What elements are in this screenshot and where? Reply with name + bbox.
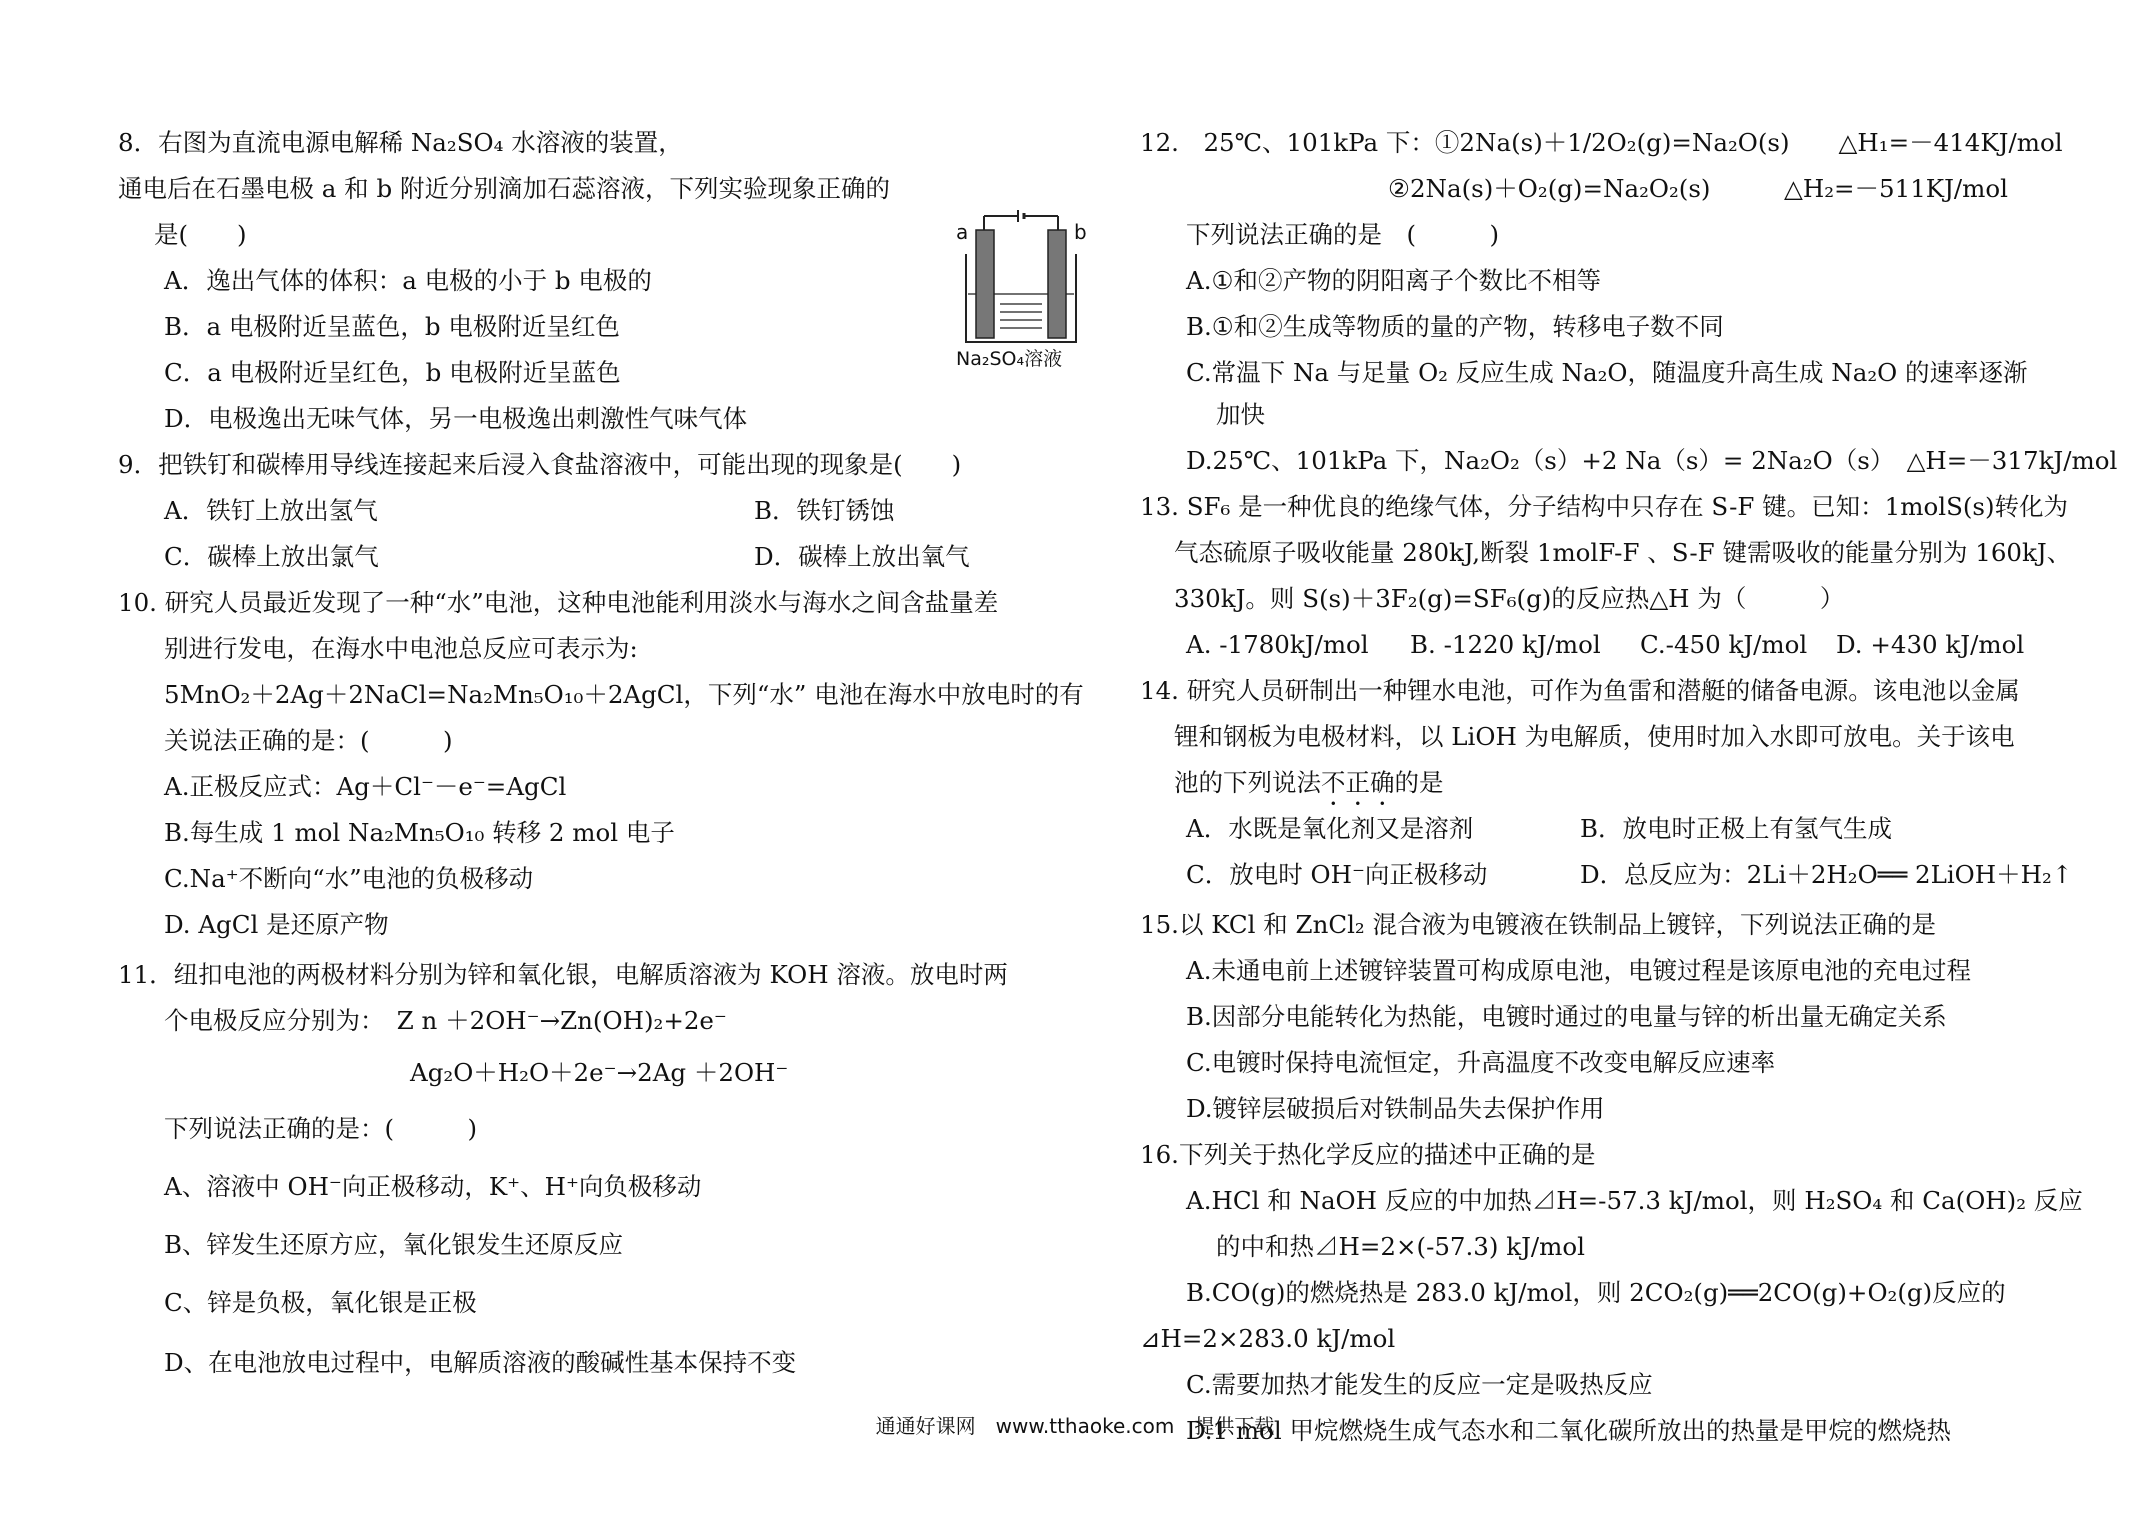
q8-option-c: C．a 电极附近呈红色，b 电极附近呈蓝色: [164, 358, 621, 387]
q14-option-a: A．水既是氧化剂又是溶剂: [1186, 814, 1474, 843]
solution-label: Na₂SO₄溶液: [956, 348, 1063, 370]
q8-stem-line3: 是( ): [154, 220, 247, 249]
q13-option-d: D. +430 kJ/mol: [1836, 630, 2025, 659]
q16-option-d: D.1 mol 甲烷燃烧生成气态水和二氧化碳所放出的热量是甲烷的燃烧热: [1186, 1416, 1952, 1445]
q16-stem: 16.下列关于热化学反应的描述中正确的是: [1140, 1140, 1596, 1169]
q16-option-b-line1: B.CO(g)的燃烧热是 283.0 kJ/mol，则 2CO₂(g)══2CO(g)+O₂(g)反应的: [1186, 1278, 2006, 1307]
q8-option-a: A．逸出气体的体积：a 电极的小于 b 电极的: [164, 266, 652, 295]
q12-option-d: D.25℃、101kPa 下，Na₂O₂（s）+2 Na（s）= 2Na₂O（s） △H=－317kJ/mol: [1186, 446, 2118, 475]
q11-option-a: A、溶液中 OH⁻向正极移动，K⁺、H⁺向负极移动: [164, 1172, 702, 1201]
q12-stem-line1: 12. 25℃、101kPa 下：①2Na(s)＋1/2O₂(g)=Na₂O(s) △H₁=－414KJ/mol: [1140, 128, 2063, 157]
q14-stem-line1: 14. 研究人员研制出一种锂水电池，可作为鱼雷和潜艇的储备电源。该电池以金属: [1140, 676, 2020, 705]
q15-option-b: B.因部分电能转化为热能，电镀时通过的电量与锌的析出量无确定关系: [1186, 1002, 1947, 1031]
q16-option-a-line1: A.HCl 和 NaOH 反应的中加热⊿H=-57.3 kJ/mol，则 H₂SO₄ 和 Ca(OH)₂ 反应: [1186, 1186, 2083, 1215]
q14-option-d: D．总反应为：2Li＋2H₂O══ 2LiOH＋H₂↑: [1580, 860, 2073, 889]
q12-option-a: A.①和②产物的阴阳离子个数比不相等: [1186, 266, 1601, 295]
q8-option-b: B．a 电极附近呈蓝色，b 电极附近呈红色: [164, 312, 620, 341]
q15-option-c: C.电镀时保持电流恒定，升高温度不改变电解反应速率: [1186, 1048, 1776, 1077]
q16-option-a-line2: 的中和热⊿H=2×(-57.3) kJ/mol: [1216, 1232, 1585, 1261]
q8-stem-line1: 8．右图为直流电源电解稀 Na₂SO₄ 水溶液的装置，: [118, 128, 683, 157]
q13-option-c: C.-450 kJ/mol: [1640, 630, 1808, 659]
q13-stem-line1: 13. SF₆ 是一种优良的绝缘气体，分子结构中只存在 S-F 键。已知：1molS(s)转化为: [1140, 492, 2069, 521]
q8-option-d: D．电极逸出无味气体，另一电极逸出刺激性气味气体: [164, 404, 748, 433]
electrode-label-a: a: [956, 220, 969, 244]
q9-option-b: B．铁钉锈蚀: [754, 496, 895, 525]
q12-stem-line3: 下列说法正确的是 ( ): [1186, 220, 1500, 249]
q11-equation: Ag₂O＋H₂O＋2e⁻→2Ag ＋2OH⁻: [410, 1058, 789, 1087]
page-footer: 通通好课网 www.tthaoke.com 提供下载: [875, 1414, 1275, 1438]
q14-stem-line3-pre: 池的下列说法: [1174, 768, 1321, 797]
q16-option-c: C.需要加热才能发生的反应一定是吸热反应: [1186, 1370, 1653, 1399]
q16-option-b-line2: ⊿H=2×283.0 kJ/mol: [1140, 1324, 1396, 1353]
q11-stem-line1: 11．纽扣电池的两极材料分别为锌和氧化银，电解质溶液为 KOH 溶液。放电时两: [118, 960, 1008, 989]
q15-stem: 15.以 KCl 和 ZnCl₂ 混合液为电镀液在铁制品上镀锌，下列说法正确的是: [1140, 910, 1937, 939]
q15-option-a: A.未通电前上述镀锌装置可构成原电池，电镀过程是该原电池的充电过程: [1186, 956, 1971, 985]
q10-option-d: D. AgCl 是还原产物: [164, 910, 389, 939]
q10-stem-line3: 5MnO₂＋2Ag＋2NaCl=Na₂Mn₅O₁₀＋2AgCl，下列“水” 电池在海水中放电时的有: [164, 680, 1084, 709]
q11-stem-line4: 下列说法正确的是：( ): [164, 1114, 478, 1143]
q13-option-a: A. -1780kJ/mol: [1186, 630, 1369, 659]
q11-option-c: C、锌是负极，氧化银是正极: [164, 1288, 477, 1317]
q8-stem-line2: 通电后在石墨电极 a 和 b 附近分别滴加石蕊溶液，下列实验现象正确的: [118, 174, 890, 203]
q10-stem-line4: 关说法正确的是：( ): [164, 726, 453, 755]
q11-option-b: B、锌发生还原方应，氧化银发生还原反应: [164, 1230, 624, 1259]
q10-stem-line2: 别进行发电，在海水中电池总反应可表示为:: [164, 634, 638, 663]
q9-option-c: C．碳棒上放出氯气: [164, 542, 379, 571]
q12-option-b: B.①和②生成等物质的量的产物，转移电子数不同: [1186, 312, 1724, 341]
electrode-label-b: b: [1074, 220, 1087, 244]
q9-option-d: D．碳棒上放出氧气: [754, 542, 970, 571]
q14-emphasis: 不正确: [1321, 768, 1395, 797]
q14-stem-line3: [1174, 766, 1444, 811]
q13-option-b: B. -1220 kJ/mol: [1410, 630, 1601, 659]
q12-option-c-line2: 加快: [1216, 400, 1265, 429]
q11-option-d: D、在电池放电过程中，电解质溶液的酸碱性基本保持不变: [164, 1348, 797, 1377]
q9-option-a: A．铁钉上放出氢气: [164, 496, 378, 525]
q12-option-c-line1: C.常温下 Na 与足量 O₂ 反应生成 Na₂O，随温度升高生成 Na₂O 的速率逐渐: [1186, 358, 2028, 387]
q14-option-b: B．放电时正极上有氢气生成: [1580, 814, 1893, 843]
q15-option-d: D.镀锌层破损后对铁制品失去保护作用: [1186, 1094, 1605, 1123]
electrolysis-diagram: [956, 210, 1090, 370]
q10-stem-line1: 10. 研究人员最近发现了一种“水”电池，这种电池能利用淡水与海水之间含盐量差: [118, 588, 999, 617]
q14-option-c: C．放电时 OH⁻向正极移动: [1186, 860, 1488, 889]
q10-option-c: C.Na⁺不断向“水”电池的负极移动: [164, 864, 534, 893]
q11-stem-line2: 个电极反应分别为： Z n ＋2OH⁻→Zn(OH)₂+2e⁻: [164, 1006, 727, 1035]
q14-stem-line2: 锂和钢板为电极材料，以 LiOH 为电解质，使用时加入水即可放电。关于该电: [1174, 722, 2015, 751]
q12-stem-line2: ②2Na(s)＋O₂(g)=Na₂O₂(s) △H₂=－511KJ/mol: [1388, 174, 2009, 203]
q14-stem-line3-post: 的是: [1394, 768, 1444, 797]
q10-option-b: B.每生成 1 mol Na₂Mn₅O₁₀ 转移 2 mol 电子: [164, 818, 675, 847]
q13-stem-line2: 气态硫原子吸收能量 280kJ,断裂 1molF-F 、S-F 键需吸收的能量分别为 160kJ、: [1174, 538, 2072, 567]
q9-stem: 9．把铁钉和碳棒用导线连接起来后浸入食盐溶液中，可能出现的现象是( ): [118, 450, 962, 479]
q10-option-a: A.正极反应式：Ag＋Cl⁻－e⁻=AgCl: [164, 772, 567, 801]
q13-stem-line3: 330kJ。则 S(s)＋3F₂(g)=SF₆(g)的反应热△H 为（ ）: [1174, 584, 1845, 613]
